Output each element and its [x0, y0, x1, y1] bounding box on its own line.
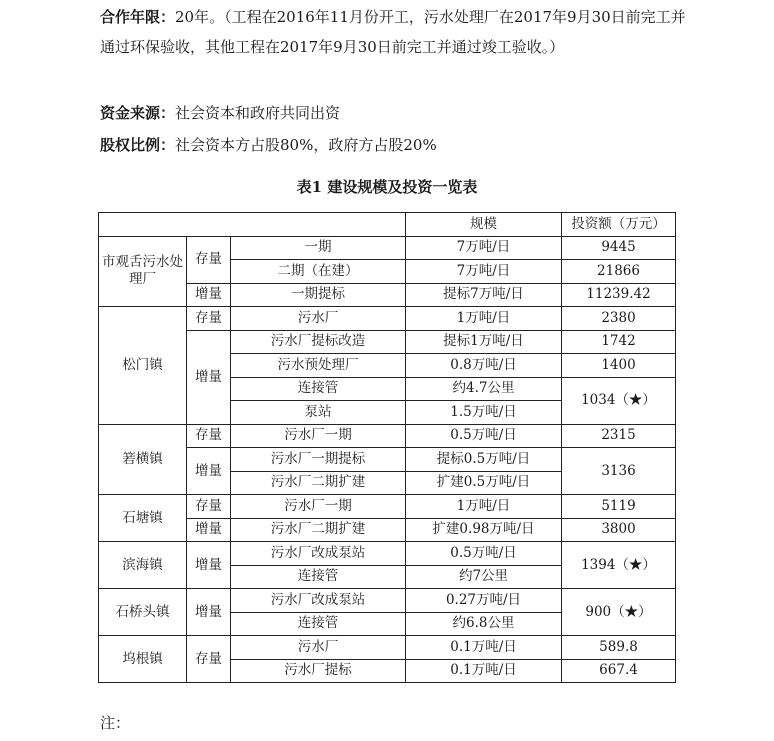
category-cell: 增量 — [187, 589, 231, 636]
header-blank-cell — [99, 213, 406, 237]
header-scale: 规模 — [406, 213, 562, 237]
project-cell: 污水厂二期扩建 — [231, 518, 406, 542]
project-cell: 污水厂二期扩建 — [231, 471, 406, 495]
category-cell: 存量 — [187, 636, 231, 683]
category-cell: 增量 — [187, 518, 231, 542]
category-cell: 存量 — [187, 424, 231, 448]
cooperation-term-text: 20年。（工程在2016年11月份开工，污水处理厂在2017年9月30日前完工并通过环保验收，其他工程在2017年9月30日前完工并通过竣工验收。） — [100, 8, 686, 56]
investment-cell: 667.4 — [562, 659, 676, 683]
category-cell: 增量 — [187, 542, 231, 589]
category-cell: 存量 — [187, 307, 231, 331]
town-cell: 坞根镇 — [99, 636, 187, 683]
scale-cell: 0.27万吨/日 — [406, 589, 562, 613]
investment-cell: 11239.42 — [562, 283, 676, 307]
investment-cell: 1742 — [562, 330, 676, 354]
header-investment: 投资额（万元） — [562, 213, 676, 237]
funding-source-label: 资金来源： — [100, 104, 176, 122]
project-cell: 污水厂一期 — [231, 424, 406, 448]
scale-cell: 0.5万吨/日 — [406, 542, 562, 566]
project-cell: 污水厂改成泵站 — [231, 589, 406, 613]
investment-cell: 2315 — [562, 424, 676, 448]
cooperation-term-label: 合作年限： — [100, 8, 176, 26]
investment-cell: 589.8 — [562, 636, 676, 660]
project-cell: 污水厂改成泵站 — [231, 542, 406, 566]
investment-cell: 3136 — [562, 448, 676, 495]
scale-cell: 提标1万吨/日 — [406, 330, 562, 354]
town-cell: 滨海镇 — [99, 542, 187, 589]
equity-ratio-paragraph — [100, 130, 700, 160]
category-cell: 增量 — [187, 330, 231, 424]
category-cell: 存量 — [187, 236, 231, 283]
funding-source-paragraph — [100, 98, 700, 128]
project-cell: 污水厂一期提标 — [231, 448, 406, 472]
table-header-row — [99, 213, 676, 237]
funding-source-text: 社会资本和政府共同出资 — [175, 104, 341, 122]
table-row — [99, 636, 676, 660]
scale-cell: 0.1万吨/日 — [406, 636, 562, 660]
scale-cell: 7万吨/日 — [406, 260, 562, 284]
project-cell: 一期提标 — [231, 283, 406, 307]
project-cell: 二期（在建） — [231, 260, 406, 284]
town-cell: 石桥头镇 — [99, 589, 187, 636]
investment-cell: 1034（★） — [562, 377, 676, 424]
investment-cell: 1394（★） — [562, 542, 676, 589]
note-label: 注： — [100, 714, 131, 732]
investment-cell: 1400 — [562, 354, 676, 378]
scale-cell: 约4.7公里 — [406, 377, 562, 401]
investment-cell: 900（★） — [562, 589, 676, 636]
category-cell: 增量 — [187, 283, 231, 307]
project-cell: 污水厂一期 — [231, 495, 406, 519]
table-row — [99, 542, 676, 566]
project-cell: 污水厂提标 — [231, 659, 406, 683]
scale-cell: 0.8万吨/日 — [406, 354, 562, 378]
table-row — [99, 236, 676, 260]
cooperation-term-paragraph — [100, 2, 700, 62]
investment-cell: 2380 — [562, 307, 676, 331]
table-row — [99, 424, 676, 448]
scale-cell: 约6.8公里 — [406, 612, 562, 636]
town-cell: 市观舌污水处理厂 — [99, 236, 187, 307]
project-cell: 泵站 — [231, 401, 406, 425]
table-row — [99, 307, 676, 331]
project-cell: 污水厂 — [231, 636, 406, 660]
investment-cell: 3800 — [562, 518, 676, 542]
town-cell: 石塘镇 — [99, 495, 187, 542]
project-cell: 污水厂 — [231, 307, 406, 331]
project-cell: 污水预处理厂 — [231, 354, 406, 378]
scale-cell: 约7公里 — [406, 565, 562, 589]
table-row — [99, 495, 676, 519]
category-cell: 增量 — [187, 448, 231, 495]
town-cell: 箬横镇 — [99, 424, 187, 495]
scale-cell: 1.5万吨/日 — [406, 401, 562, 425]
investment-cell: 21866 — [562, 260, 676, 284]
scale-cell: 提标0.5万吨/日 — [406, 448, 562, 472]
town-cell: 松门镇 — [99, 307, 187, 425]
project-cell: 污水厂提标改造 — [231, 330, 406, 354]
scale-cell: 0.1万吨/日 — [406, 659, 562, 683]
table-row — [99, 589, 676, 613]
scale-cell: 扩建0.5万吨/日 — [406, 471, 562, 495]
scale-cell: 0.5万吨/日 — [406, 424, 562, 448]
scale-cell: 7万吨/日 — [406, 236, 562, 260]
equity-ratio-label: 股权比例： — [100, 136, 176, 154]
project-cell: 连接管 — [231, 377, 406, 401]
scale-cell: 1万吨/日 — [406, 307, 562, 331]
category-cell: 存量 — [187, 495, 231, 519]
project-cell: 连接管 — [231, 612, 406, 636]
scale-cell: 扩建0.98万吨/日 — [406, 518, 562, 542]
project-cell: 连接管 — [231, 565, 406, 589]
table-title: 表1 建设规模及投资一览表 — [296, 178, 478, 196]
investment-cell: 9445 — [562, 236, 676, 260]
equity-ratio-text: 社会资本方占股80%，政府方占股20% — [175, 136, 437, 154]
investment-table — [98, 212, 676, 683]
investment-cell: 5119 — [562, 495, 676, 519]
project-cell: 一期 — [231, 236, 406, 260]
scale-cell: 1万吨/日 — [406, 495, 562, 519]
scale-cell: 提标7万吨/日 — [406, 283, 562, 307]
